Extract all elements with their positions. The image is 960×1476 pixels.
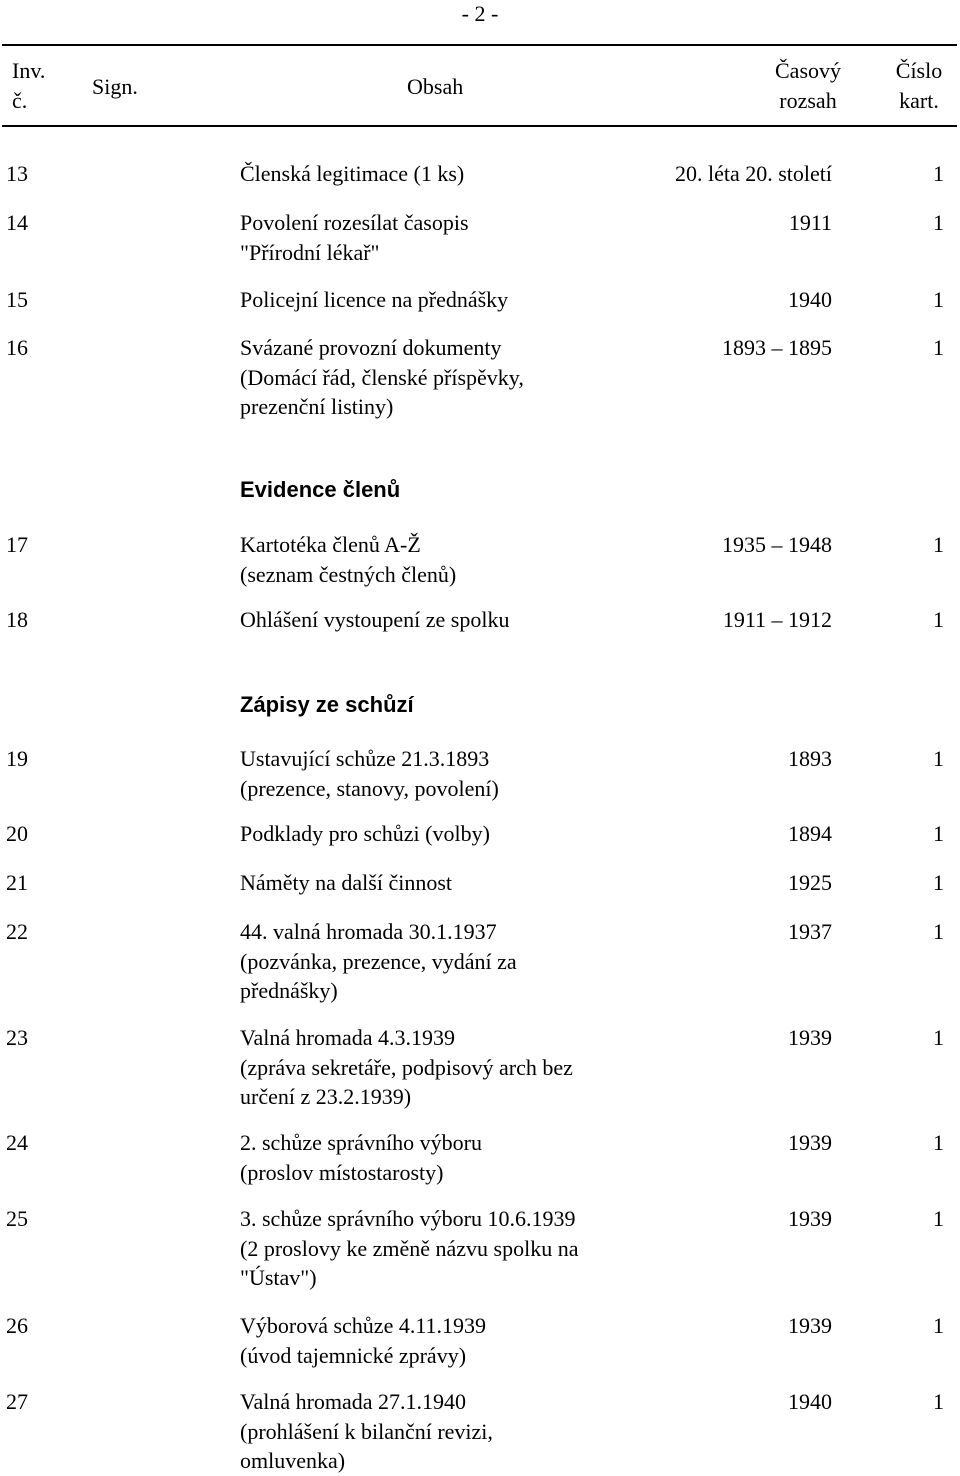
inv-number: 17 xyxy=(6,532,28,557)
obsah-line: (prohlášení k bilanční revizi, xyxy=(240,1418,493,1444)
obsah-line: 44. valná hromada 30.1.1937 xyxy=(240,919,497,944)
casovy-rozsah-cell: 1939 xyxy=(788,1313,832,1338)
obsah-line: (úvod tajemnické zprávy) xyxy=(240,1342,467,1368)
inv-number: 27 xyxy=(6,1389,28,1414)
obsah-line: (prezence, stanovy, povolení) xyxy=(240,775,499,801)
inv-number: 15 xyxy=(6,287,28,312)
casovy-rozsah-cell: 1893 – 1895 xyxy=(722,335,832,360)
obsah-cell xyxy=(240,1311,640,1370)
casovy-rozsah-cell: 1935 – 1948 xyxy=(722,532,832,557)
cislo-kart-cell: 1 xyxy=(933,1389,944,1414)
casovy-rozsah-cell: 1939 xyxy=(788,1130,832,1155)
obsah-cell xyxy=(240,333,640,422)
inv-number: 14 xyxy=(6,210,28,235)
obsah-line: Ohlášení vystoupení ze spolku xyxy=(240,607,510,632)
obsah-line: (seznam čestných členů) xyxy=(240,561,457,587)
obsah-line: (proslov místostarosty) xyxy=(240,1159,444,1185)
inv-number: 26 xyxy=(6,1313,28,1338)
obsah-line: "Přírodní lékař" xyxy=(240,239,380,265)
obsah-line: (Domácí řád, členské příspěvky, xyxy=(240,364,524,390)
header-cislo-line1: Číslo xyxy=(895,58,943,83)
casovy-rozsah-cell: 1940 xyxy=(788,287,832,312)
cislo-kart-cell: 1 xyxy=(933,1025,944,1050)
header-inv xyxy=(12,56,45,116)
obsah-cell xyxy=(240,1023,640,1112)
header-obsah: Obsah xyxy=(407,74,464,99)
cislo-kart-cell: 1 xyxy=(933,1206,944,1231)
obsah-cell xyxy=(240,605,640,635)
obsah-line: Valná hromada 27.1.1940 xyxy=(240,1389,467,1414)
obsah-line: Podklady pro schůzi (volby) xyxy=(240,821,490,846)
cislo-kart-cell: 1 xyxy=(933,1313,944,1338)
section-evidence-clenu: Evidence členů xyxy=(240,477,401,502)
header-inv-line2: č. xyxy=(12,88,28,113)
cislo-kart-cell: 1 xyxy=(933,161,944,186)
header-casovy-rozsah xyxy=(768,56,848,116)
obsah-line: 2. schůze správního výboru xyxy=(240,1130,482,1155)
obsah-cell xyxy=(240,917,640,1006)
casovy-rozsah-cell: 1911 – 1912 xyxy=(722,607,832,632)
header-casovy-line2: rozsah xyxy=(779,88,837,113)
cislo-kart-cell: 1 xyxy=(933,746,944,771)
obsah-cell xyxy=(240,159,640,189)
inv-number: 22 xyxy=(6,919,28,944)
header-rule-bottom xyxy=(2,125,957,127)
header-sign: Sign. xyxy=(92,74,138,99)
obsah-cell xyxy=(240,285,640,315)
obsah-line: (pozvánka, prezence, vydání za xyxy=(240,948,517,974)
obsah-cell xyxy=(240,1128,640,1187)
obsah-line: Valná hromada 4.3.1939 xyxy=(240,1025,456,1050)
cislo-kart-cell: 1 xyxy=(933,607,944,632)
obsah-cell xyxy=(240,819,640,849)
casovy-rozsah-cell: 20. léta 20. století xyxy=(674,161,832,186)
header-cislo-line2: kart. xyxy=(899,88,939,113)
inv-number: 21 xyxy=(6,870,28,895)
cislo-kart-cell: 1 xyxy=(933,532,944,557)
obsah-cell xyxy=(240,868,640,898)
obsah-cell xyxy=(240,530,640,589)
cislo-kart-cell: 1 xyxy=(933,210,944,235)
header-inv-line1: Inv. xyxy=(12,58,46,83)
obsah-line: Povolení rozesílat časopis xyxy=(240,210,469,235)
inv-number: 23 xyxy=(6,1025,28,1050)
obsah-line: Svázané provozní dokumenty xyxy=(240,335,502,360)
casovy-rozsah-cell: 1940 xyxy=(788,1389,832,1414)
inv-number: 24 xyxy=(6,1130,28,1155)
casovy-rozsah-cell: 1893 xyxy=(788,746,832,771)
casovy-rozsah-cell: 1925 xyxy=(788,870,832,895)
casovy-rozsah-cell: 1911 xyxy=(788,210,832,235)
obsah-line: Výborová schůze 4.11.1939 xyxy=(240,1313,487,1338)
header-casovy-line1: Časový xyxy=(775,58,841,83)
cislo-kart-cell: 1 xyxy=(933,287,944,312)
cislo-kart-cell: 1 xyxy=(933,919,944,944)
obsah-line: prezenční listiny) xyxy=(240,394,394,419)
obsah-cell xyxy=(240,208,640,267)
section-zapisy-ze-schuzi: Zápisy ze schůzí xyxy=(240,692,414,717)
obsah-cell xyxy=(240,744,640,803)
obsah-line: 3. schůze správního výboru 10.6.1939 xyxy=(240,1206,576,1231)
obsah-line: Policejní licence na přednášky xyxy=(240,287,509,312)
inv-number: 16 xyxy=(6,335,28,360)
obsah-line: Kartotéka členů A-Ž xyxy=(240,532,421,557)
inv-number: 13 xyxy=(6,161,28,186)
cislo-kart-cell: 1 xyxy=(933,870,944,895)
obsah-line: "Ústav") xyxy=(240,1265,317,1290)
cislo-kart-cell: 1 xyxy=(933,1130,944,1155)
inv-number: 19 xyxy=(6,746,28,771)
obsah-line: (zpráva sekretáře, podpisový arch bez xyxy=(240,1054,573,1080)
obsah-line: omluvenka) xyxy=(240,1448,346,1473)
cislo-kart-cell: 1 xyxy=(933,335,944,360)
obsah-cell xyxy=(240,1204,640,1293)
casovy-rozsah-cell: 1894 xyxy=(788,821,832,846)
header-cislo-kart xyxy=(888,56,950,116)
obsah-line: přednášky) xyxy=(240,978,338,1003)
obsah-line: určení z 23.2.1939) xyxy=(240,1084,412,1109)
cislo-kart-cell: 1 xyxy=(933,821,944,846)
casovy-rozsah-cell: 1937 xyxy=(788,919,832,944)
casovy-rozsah-cell: 1939 xyxy=(788,1206,832,1231)
obsah-cell xyxy=(240,1387,640,1476)
inv-number: 18 xyxy=(6,607,28,632)
obsah-line: Ustavující schůze 21.3.1893 xyxy=(240,746,490,771)
obsah-line: (2 proslovy ke změně názvu spolku na xyxy=(240,1235,579,1261)
obsah-line: Náměty na další činnost xyxy=(240,870,453,895)
header-rule-top xyxy=(2,44,957,46)
casovy-rozsah-cell: 1939 xyxy=(788,1025,832,1050)
page-number: - 2 - xyxy=(461,1,499,26)
obsah-line: Členská legitimace (1 ks) xyxy=(240,161,465,186)
inv-number: 20 xyxy=(6,821,28,846)
inv-number: 25 xyxy=(6,1206,28,1231)
